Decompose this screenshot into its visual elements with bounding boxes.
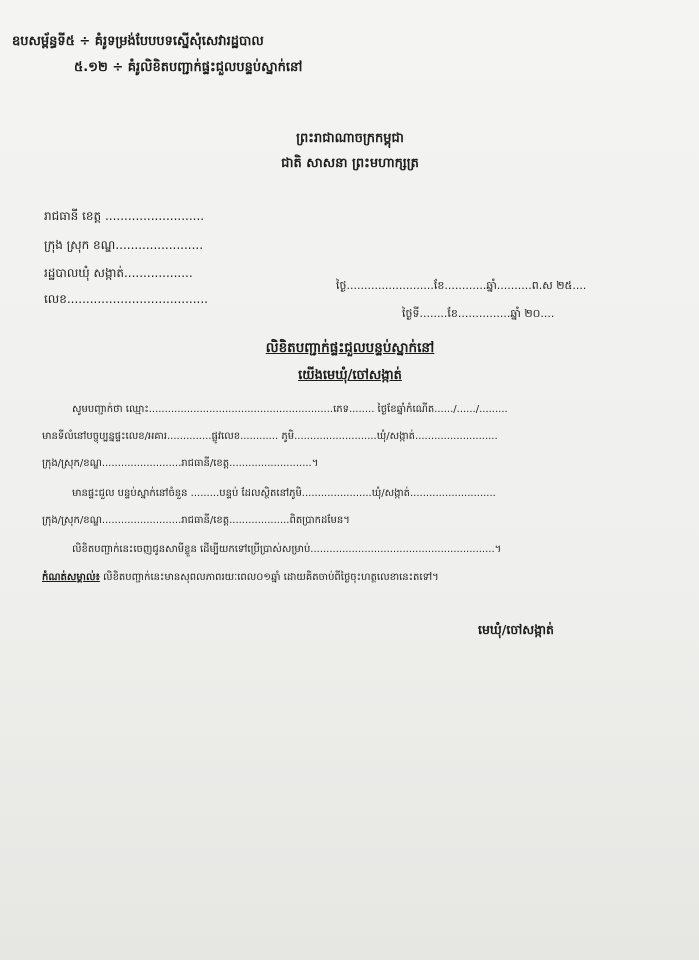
document-title: លិខិតបញ្ជាក់ផ្ទះជួលបន្ទប់ស្នាក់នៅ [265, 340, 435, 356]
note-label: កំណត់សម្គាល់៖ [42, 572, 100, 583]
signature-title: មេឃុំ/ចៅសង្កាត់ [478, 622, 554, 637]
issuer-line: យើងមេឃុំ/ចៅសង្កាត់ [298, 368, 402, 383]
national-motto: ជាតិ សាសនា ព្រះមហាក្សត្រ [281, 156, 419, 171]
body-p1-line2: មានទីលំនៅបច្ចុប្បន្នផ្ទះលេខ/អគារ..............ផ្លូវលេខ............ ភូមិ..........................ឃុំ/សង្កាត់.......................... [42, 431, 498, 442]
annex-header-line2: ៥.១២ ÷ គំរូលិខិតបញ្ជាក់ផ្ទះជួលបន្ទប់ស្នាក់នៅ [74, 60, 303, 75]
body-p2-line2: ក្រុង/ស្រុក/ខណ្ឌ.........................រាជធានី/ខេត្ត...................ពិតប្រាកដមែន។ [42, 515, 350, 526]
commune-office-field: រដ្ឋបាលឃុំ សង្កាត់.................. [44, 266, 193, 280]
body-p2-line1: មានផ្ទះជួល បន្ទប់ស្នាក់នៅចំនួន .........បន្ទប់ ដែលស្ថិតនៅភូមិ......................ឃុំ/សង្កាត់........................... [72, 488, 496, 499]
number-field: លេខ..................................... [44, 292, 208, 306]
lunar-date-field: ថ្ងៃ.........................ខែ............ឆ្នាំ..........ព.ស ២៥.... [336, 279, 587, 292]
body-purpose-line: លិខិតបញ្ជាក់នេះចេញជូនសាមីខ្លួន ដើម្បីយកទៅប្រើប្រាស់សម្រាប់..........................................................។ [72, 544, 502, 555]
note-text: លិខិតបញ្ជាក់នេះមានសុពលភាពរយៈពេល០១ឆ្នាំ ដោយគិតចាប់ពីថ្ងៃចុះហត្ថលេខានេះតទៅ។ [99, 572, 439, 583]
solar-date-field: ថ្ងៃទី........ខែ...............ឆ្នាំ ២០.... [402, 307, 555, 320]
city-district-field: ក្រុង ស្រុក ខណ្ឌ....................... [44, 238, 204, 252]
kingdom-title: ព្រះរាជាណាចក្រកម្ពុជា [296, 131, 404, 146]
capital-province-field: រាជធានី ខេត្ត .......................... [44, 209, 205, 223]
body-p1-line1: សូមបញ្ជាក់ថា ឈ្មោះ..........................................................ភេទ........ ថ្ងៃខែឆ្នាំកំណើត....../....../......... [72, 404, 508, 415]
note-line [42, 570, 439, 586]
annex-header-line1: ឧបសម្ព័ន្ធទី៥ ÷ គំរូទម្រង់បែបបទស្នើសុំសេវារដ្ឋបាល [12, 34, 264, 49]
body-p1-line3: ក្រុង/ស្រុក/ខណ្ឌ.........................រាជធានី/ខេត្ត..........................។ [42, 458, 319, 469]
